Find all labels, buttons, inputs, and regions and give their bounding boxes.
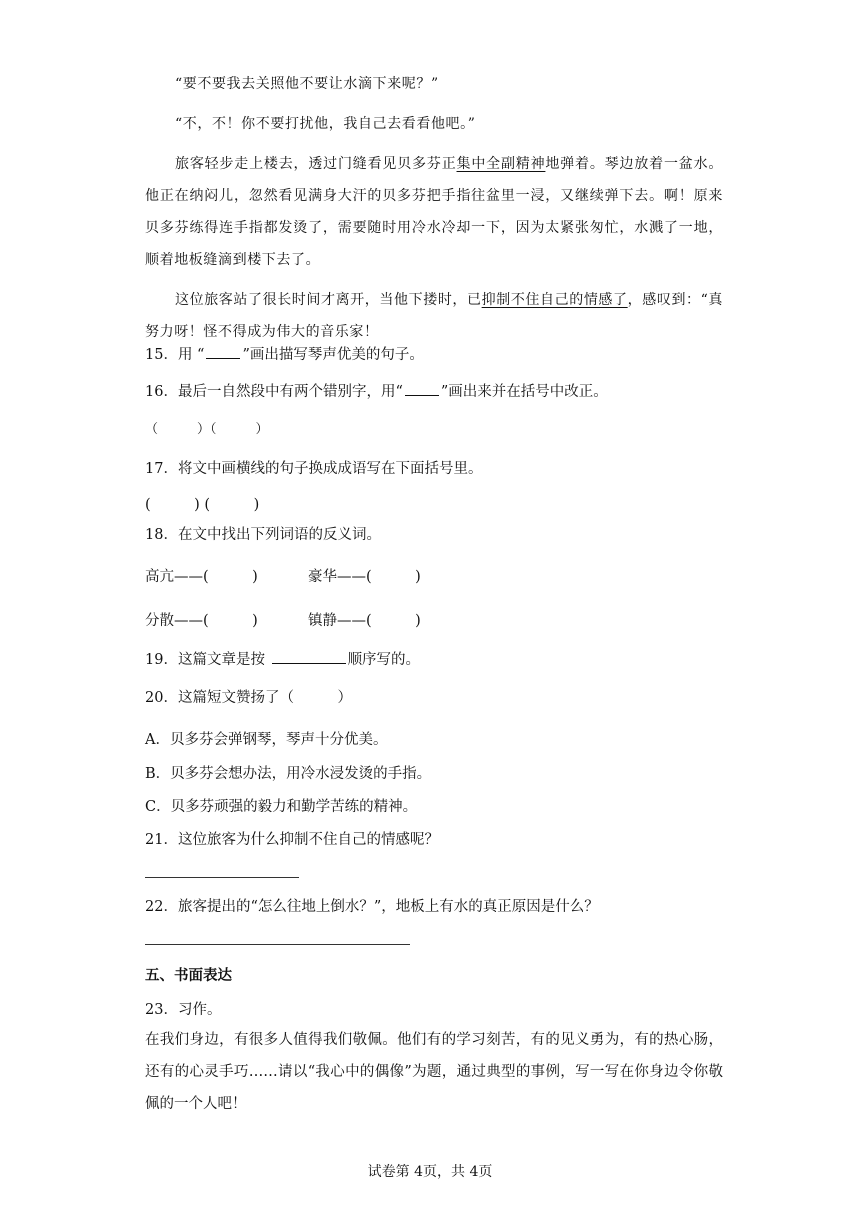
question-text: ”画出描写琴声优美的句子。: [242, 347, 424, 363]
passage-text: ，感叹到：“真努力呀！怪不得成为伟大的音乐家！: [145, 292, 724, 340]
underlined-phrase-2: 抑制不住自己的情感了: [481, 292, 628, 308]
underlined-phrase-1: 集中全副精神: [456, 156, 546, 172]
question-19: [145, 648, 420, 669]
answer-blank[interactable]: [272, 649, 346, 664]
antonym-item-4[interactable]: 镇静——( ): [308, 613, 421, 629]
answer-blank[interactable]: [206, 344, 240, 359]
passage-paragraph-4: [145, 284, 723, 348]
passage-paragraph-3: [145, 148, 723, 276]
answer-parentheses[interactable]: （ ）（ ）: [145, 422, 269, 437]
answer-parentheses[interactable]: ( ) ( ): [145, 497, 260, 513]
section-heading: 五、书面表达: [145, 967, 232, 984]
question-23: 23．习作。: [145, 1002, 222, 1018]
question-16: [145, 380, 608, 401]
question-text: ”画出来并在括号中改正。: [440, 384, 608, 400]
question-22: 22．旅客提出的“怎么往地上倒水？”，地板上有水的真正原因是什么？: [145, 899, 599, 915]
answer-line[interactable]: [145, 877, 299, 878]
passage-text: 旅客轻步走上楼去，透过门缝看见贝多芬正: [175, 156, 457, 172]
page-footer: 试卷第 4页，共 4页: [367, 1164, 493, 1180]
passage-paragraph-2: “不，不！你不要打扰他，我自己去看看他吧。”: [175, 116, 476, 132]
question-20: 20．这篇短文赞扬了（ ）: [145, 690, 352, 706]
question-text: 15．用 “: [145, 347, 205, 363]
question-15: [145, 343, 424, 364]
antonym-item-1[interactable]: 高亢——( ): [145, 569, 258, 585]
passage-text: 这位旅客站了很长时间才离开，当他下搂时，已: [175, 292, 482, 308]
question-17: 17．将文中画横线的句子换成成语写在下面括号里。: [145, 461, 483, 477]
question-18: 18．在文中找出下列词语的反义词。: [145, 527, 381, 543]
antonym-item-2[interactable]: 豪华——( ): [308, 569, 421, 585]
option-b[interactable]: B．贝多芬会想办法，用冷水浸发烫的手指。: [145, 766, 432, 782]
answer-line[interactable]: [145, 944, 410, 945]
question-text: 16．最后一自然段中有两个错别字，用“: [145, 384, 403, 400]
antonym-item-3[interactable]: 分散——( ): [145, 613, 258, 629]
passage-text: 地弹着。琴边放着一盆水。他正在纳闷儿，忽然看见满身大汗的贝多芬把手指往盆里一浸，又继续弹下去。啊！原来贝多芬练得连手指都发烫了，需要随时用冷水冷却一下，因为太紧张匆忙，水溅了一地，顺着地板缝滴到楼下去了。: [145, 156, 723, 268]
question-text: 顺序写的。: [347, 652, 421, 668]
option-c[interactable]: C．贝多芬顽强的毅力和勤学苦练的精神。: [145, 799, 418, 815]
question-text: 19．这篇文章是按: [145, 652, 270, 668]
reading-passage: [145, 68, 723, 348]
question-21: 21．这位旅客为什么抑制不住自己的情感呢？: [145, 832, 439, 848]
answer-blank[interactable]: [405, 381, 439, 396]
writing-prompt: 在我们身边，有很多人值得我们敬佩。他们有的学习刻苦，有的见义勇为，有的热心肠，还有的心灵手巧……请以“我心中的偶像”为题，通过典型的事例，写一写在你身边令你敬佩的一个人吧！: [145, 1032, 723, 1112]
passage-paragraph-1: “要不要我去关照他不要让水滴下来呢？”: [175, 76, 439, 92]
option-a[interactable]: A．贝多芬会弹钢琴，琴声十分优美。: [145, 732, 388, 748]
